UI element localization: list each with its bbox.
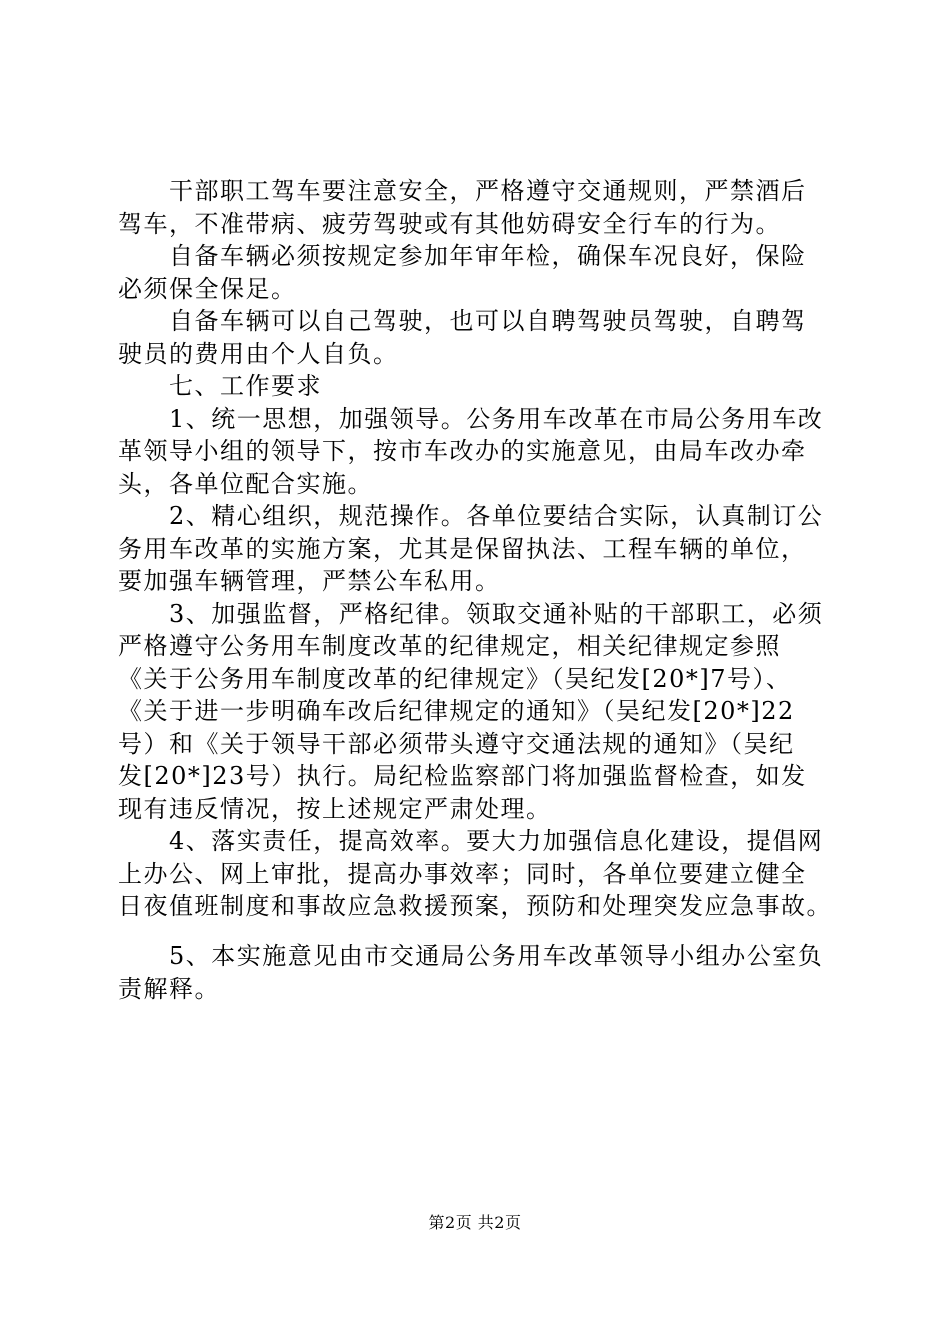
text-line: 上办公、网上审批，提高办事效率；同时，各单位要建立健全 bbox=[118, 860, 807, 888]
text-line: 要加强车辆管理，严禁公车私用。 bbox=[118, 567, 501, 595]
text-line: 《关于进一步明确车改后纪律规定的通知》（吴纪发[20*]22 bbox=[118, 697, 795, 725]
text-line: 责解释。 bbox=[118, 975, 220, 1003]
text-line: 2、精心组织，规范操作。各单位要结合实际，认真制订公 bbox=[118, 502, 824, 530]
text-line: 干部职工驾车要注意安全，严格遵守交通规则，严禁酒后 bbox=[118, 177, 807, 205]
text-line: 严格遵守公务用车制度改革的纪律规定，相关纪律规定参照 bbox=[118, 632, 781, 660]
text-line: 5、本实施意见由市交通局公务用车改革领导小组办公室负 bbox=[118, 942, 824, 970]
text-line: 号）和《关于领导干部必须带头遵守交通法规的通知》（吴纪 bbox=[118, 730, 795, 758]
text-line: 《关于公务用车制度改革的纪律规定》（吴纪发[20*]7号）、 bbox=[118, 665, 792, 693]
text-line: 必须保全保足。 bbox=[118, 275, 297, 303]
section-heading: 七、工作要求 bbox=[118, 372, 322, 400]
text-line: 自备车辆可以自己驾驶，也可以自聘驾驶员驾驶，自聘驾 bbox=[118, 307, 807, 335]
text-line: 发[20*]23号）执行。局纪检监察部门将加强监督检查，如发 bbox=[118, 762, 807, 790]
text-line: 3、加强监督，严格纪律。领取交通补贴的干部职工，必须 bbox=[118, 600, 824, 628]
text-line: 日夜值班制度和事故应急救援预案，预防和处理突发应急事故。 bbox=[118, 892, 832, 920]
text-line: 1、统一思想，加强领导。公务用车改革在市局公务用车改 bbox=[118, 405, 824, 433]
text-line: 自备车辆必须按规定参加年审年检，确保车况良好，保险 bbox=[118, 242, 807, 270]
text-line: 务用车改革的实施方案，尤其是保留执法、工程车辆的单位， bbox=[118, 535, 807, 563]
text-line: 头，各单位配合实施。 bbox=[118, 470, 373, 498]
text-line: 驶员的费用由个人自负。 bbox=[118, 340, 399, 368]
page-footer: 第2页 共2页 bbox=[428, 1213, 522, 1232]
text-line: 驾车，不准带病、疲劳驾驶或有其他妨碍安全行车的行为。 bbox=[118, 210, 781, 238]
text-line: 革领导小组的领导下，按市车改办的实施意见，由局车改办牵 bbox=[118, 437, 807, 465]
text-line: 4、落实责任，提高效率。要大力加强信息化建设，提倡网 bbox=[118, 827, 824, 855]
text-line: 现有违反情况，按上述规定严肃处理。 bbox=[118, 795, 552, 823]
